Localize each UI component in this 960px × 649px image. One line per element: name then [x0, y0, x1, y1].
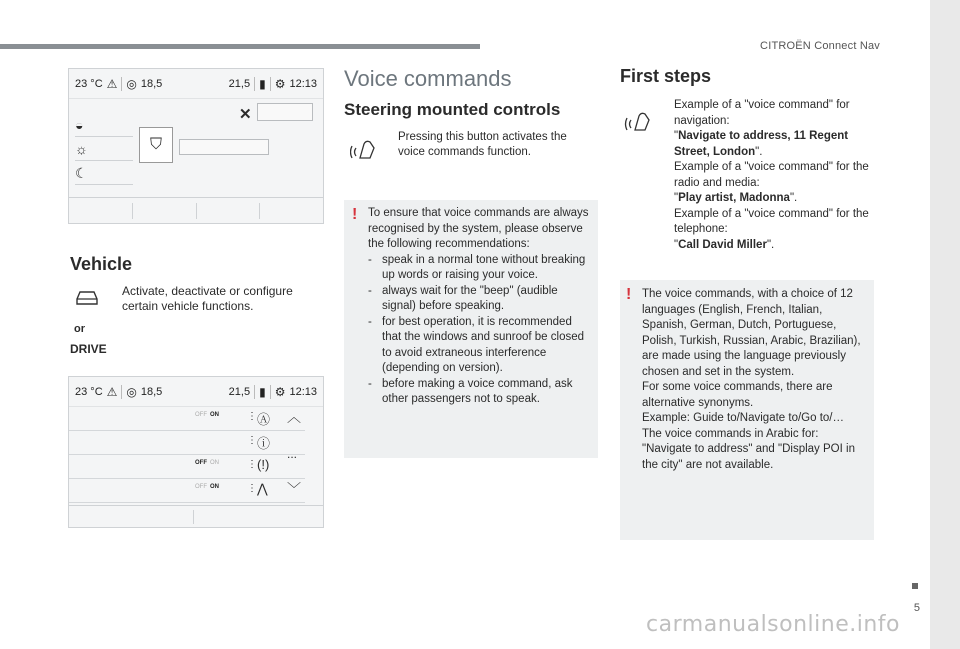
divider [121, 77, 122, 91]
voice-recommendations [368, 206, 592, 408]
moon-icon: ☾ [75, 165, 88, 181]
on-off-toggle[interactable]: OFF ON [195, 412, 219, 418]
phone-icon: ▮ [259, 76, 266, 91]
chevron-down-icon[interactable]: ﹀ [287, 481, 301, 497]
list-item: - for best operation, it is recommended that the windows and sunroof be closed to avoid extraneous interference (depending on version). [368, 315, 585, 374]
drive-settings-screen [68, 376, 324, 528]
example-phone-intro: Example of a "voice command" for the telephone: [674, 207, 869, 235]
languages-info [642, 287, 870, 473]
clock: 12:13 [289, 77, 317, 90]
side-strip [930, 0, 960, 649]
setting-row[interactable] [69, 479, 305, 503]
target-icon: ◎ [126, 76, 137, 91]
alert-icon: (!) [257, 457, 270, 472]
right-climate-value: 21,5 [228, 385, 251, 398]
screen-body [69, 99, 323, 195]
settings-icon[interactable]: ⚙ [274, 384, 286, 399]
steering-controls-text: Pressing this button activates the voice commands function. [398, 131, 567, 158]
settings-icon[interactable]: ⚙ [274, 76, 286, 91]
arabic-note: The voice commands in Arabic for: "Navigate to address" and "Display POI in the city" are not available. [642, 427, 855, 471]
divider [121, 385, 122, 399]
menu-row-night[interactable] [75, 165, 133, 185]
list-item: - speak in a normal tone without breaking up words or raising your voice. [368, 253, 586, 281]
phone-icon: ▮ [259, 384, 266, 399]
auto-icon: Ⓐ [257, 412, 271, 427]
on-off-toggle[interactable]: OFF ON [195, 484, 219, 490]
example-phone-command: "Call David Miller". [674, 238, 775, 251]
warning-icon: ⚠ [106, 384, 118, 399]
option-box[interactable] [179, 139, 269, 155]
close-icon[interactable]: ✕ [239, 106, 252, 123]
list-item: - always wait for the "beep" (audible signal) before speaking. [368, 284, 558, 312]
option-box[interactable] [257, 103, 313, 121]
setting-row[interactable] [69, 407, 305, 431]
right-climate-value: 21,5 [228, 77, 251, 90]
vehicle-tile[interactable] [139, 127, 173, 163]
left-climate-value: 18,5 [140, 385, 163, 398]
status-bar [69, 69, 323, 99]
light-icon: ☼ [75, 141, 88, 157]
languages-paragraph: The voice commands, with a choice of 12 languages (English, French, Italian, Spanish, German, Dutch, Portuguese, Polish, Turkish, Russian, Arabic, Brazilian), are made using the language previously chosen and set in the system. [642, 288, 861, 378]
left-climate-value: 18,5 [140, 77, 163, 90]
menu-row-drive[interactable] [75, 117, 133, 137]
setting-row[interactable] [69, 455, 305, 479]
synonyms-example: Example: Guide to/Navigate to/Go to/… [642, 412, 844, 424]
more-dots[interactable]: ⋮ [247, 411, 257, 422]
voice-command-examples [674, 98, 870, 253]
example-radio-intro: Example of a "voice command" for the radio and media: [674, 161, 869, 189]
more-dots[interactable]: ⋮ [247, 459, 257, 470]
temperature: 23 °C [75, 77, 103, 90]
more-label: ... [287, 447, 298, 461]
footer-tab[interactable] [69, 203, 133, 219]
divider [254, 77, 255, 91]
chevron-up-icon[interactable]: ︿ [287, 409, 301, 425]
vehicle-description: Activate, deactivate or configure certain vehicle functions. [122, 284, 293, 313]
voice-command-icon [624, 106, 654, 136]
temperature: 23 °C [75, 385, 103, 398]
divider [270, 77, 271, 91]
or-label: or [74, 323, 85, 335]
vehicle-heading: Vehicle [70, 254, 133, 274]
footer-tab[interactable] [260, 203, 323, 219]
steering-controls-heading: Steering mounted controls [344, 100, 561, 119]
clock: 12:13 [289, 385, 317, 398]
target-icon: ◎ [126, 384, 137, 399]
top-rule [0, 44, 480, 49]
page-number: 5 [913, 602, 920, 614]
header-brand: CITROËN Connect Nav [760, 40, 880, 52]
more-dots[interactable]: ⋮ [247, 483, 257, 494]
watermark: carmanualsonline.info [646, 612, 900, 637]
on-off-toggle[interactable]: OFF ON [195, 460, 219, 466]
screen-body [69, 407, 323, 503]
drive-label: DRIVE [70, 342, 107, 356]
info-icon: ⓘ [257, 436, 271, 451]
car-icon [74, 286, 100, 308]
divider [254, 385, 255, 399]
more-dots[interactable]: ⋮ [247, 435, 257, 446]
setting-row[interactable] [69, 431, 305, 455]
seat-icon: ⛉ [149, 136, 162, 153]
divider [270, 385, 271, 399]
footer-tab[interactable] [197, 203, 261, 219]
synonyms-paragraph: For some voice commands, there are alternative synonyms. [642, 381, 833, 409]
warning-icon: ⚠ [106, 76, 118, 91]
status-bar [69, 377, 323, 407]
recommendations-intro: To ensure that voice commands are always recognised by the system, please observe the following recommendations: [368, 207, 589, 250]
page-end-mark [912, 583, 918, 589]
first-steps-heading: First steps [620, 66, 712, 86]
screen-footer [69, 197, 323, 223]
voice-commands-heading: Voice commands [344, 66, 512, 91]
example-radio-command: "Play artist, Madonna". [674, 192, 798, 204]
menu-row-light[interactable] [75, 141, 133, 161]
example-nav-intro: Example of a "voice command" for navigation: [674, 99, 850, 127]
lane-icon: ⋀ [257, 481, 268, 496]
list-item: - before making a voice command, ask other passengers not to speak. [368, 377, 573, 405]
voice-button-icon [350, 134, 378, 164]
footer-tab[interactable] [133, 203, 197, 219]
warning-exclamation-icon: ! [626, 286, 632, 303]
vehicle-menu-screen [68, 68, 324, 224]
drive-icon: ◒ [75, 117, 84, 133]
screen-footer [69, 505, 323, 527]
warning-exclamation-icon: ! [352, 206, 358, 223]
example-nav-command: "Navigate to address, 11 Regent Street, London". [674, 130, 849, 158]
